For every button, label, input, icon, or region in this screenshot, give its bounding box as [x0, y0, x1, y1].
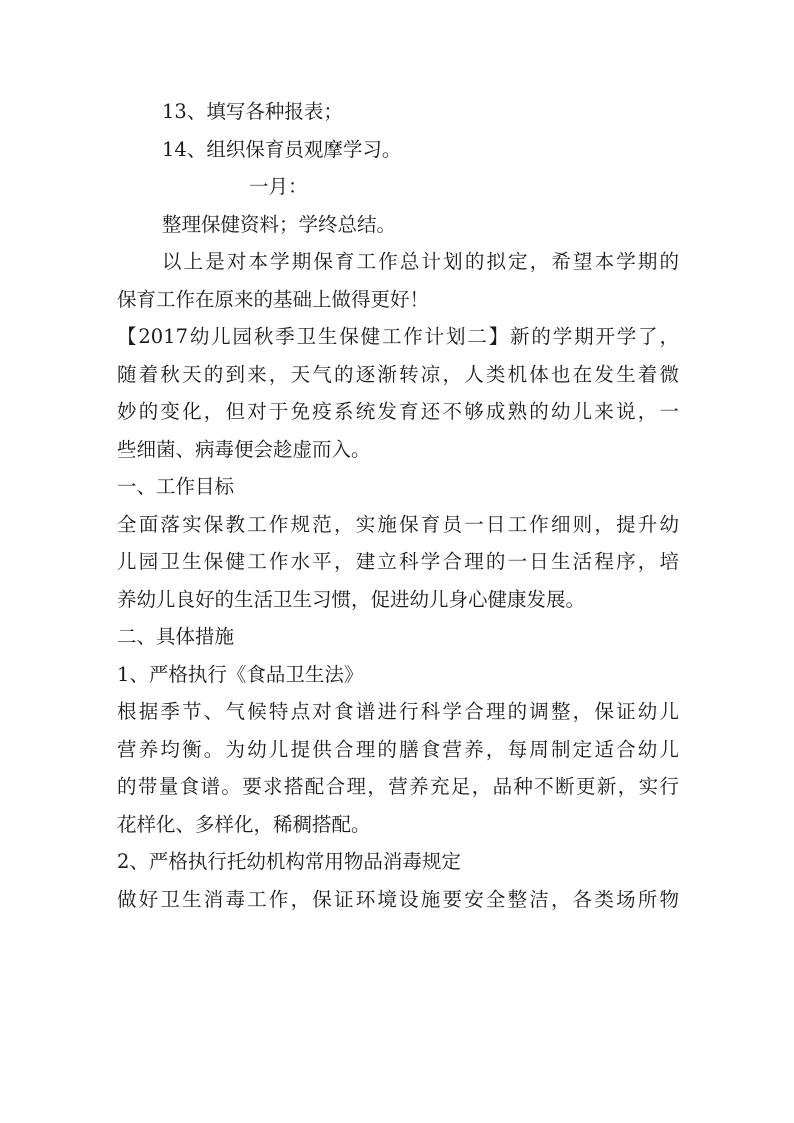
goals-line-1: 全面落实保教工作规范，实施保育员一日工作细则，提升幼	[117, 512, 679, 536]
conclusion-line-1: 以上是对本学期保育工作总计划的拟定，希望本学期的	[162, 250, 679, 273]
measure-1-line-4: 花样化、多样化，稀稠搭配。	[117, 812, 371, 836]
plan-two-intro-line-2: 随着秋天的到来，天气的逐渐转凉，人类机体也在发生着微	[117, 362, 679, 386]
january-task: 整理保健资料；学终总结。	[162, 212, 397, 236]
section-heading-goals: 一、工作目标	[117, 475, 235, 498]
conclusion-line-2: 保育工作在原来的基础上做得更好！	[117, 287, 430, 311]
goals-line-3: 养幼儿良好的生活卫生习惯，促进幼儿身心健康发展。	[117, 587, 586, 611]
plan-two-intro-line-3: 妙的变化，但对于免疫系统发育还不够成熟的幼儿来说，一	[117, 400, 679, 423]
plan-two-intro-line-1: 【2017幼儿园秋季卫生保健工作计划二】新的学期开学了，	[117, 325, 679, 348]
measure-2-line-1: 做好卫生消毒工作，保证环境设施要安全整洁，各类场所物	[117, 887, 679, 911]
measure-1-line-2: 营养均衡。为幼儿提供合理的膳食营养，每周制定适合幼儿	[117, 737, 679, 761]
measure-heading-1: 1、严格执行《食品卫生法》	[117, 662, 364, 686]
month-heading-january: 一月：	[249, 175, 308, 198]
list-item-13: 13、填写各种报表；	[162, 100, 343, 123]
measure-heading-2: 2、严格执行托幼机构常用物品消毒规定	[117, 850, 461, 873]
plan-two-intro-line-4: 些细菌、病毒便会趁虚而入。	[117, 437, 371, 461]
goals-line-2: 儿园卫生保健工作水平，建立科学合理的一日生活程序，培	[117, 550, 679, 573]
measure-1-line-3: 的带量食谱。要求搭配合理，营养充足，品种不断更新，实行	[117, 775, 679, 798]
document-body	[117, 93, 679, 918]
section-heading-measures: 二、具体措施	[117, 625, 235, 648]
list-item-14: 14、组织保育员观摩学习。	[162, 137, 402, 161]
measure-1-line-1: 根据季节、气候特点对食谱进行科学合理的调整，保证幼儿	[117, 700, 679, 723]
